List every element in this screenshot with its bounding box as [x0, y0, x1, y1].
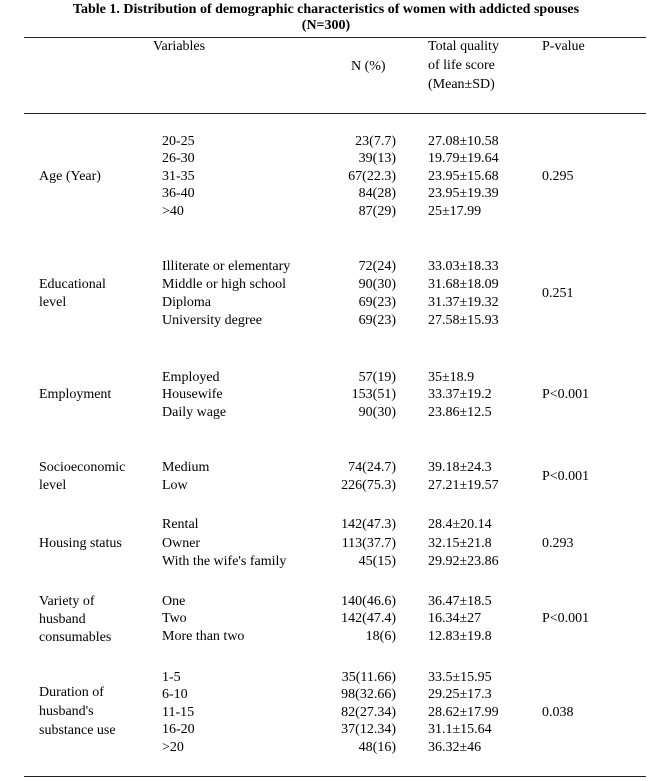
category-cell: Medium: [162, 460, 210, 475]
quality-cell: 19.79±19.64: [428, 151, 499, 166]
category-cell: >40: [162, 204, 184, 219]
quality-cell: 27.08±10.58: [428, 134, 499, 149]
category-cell: Daily wage: [162, 405, 227, 420]
n-cell: 57(19): [358, 370, 396, 385]
category-cell: Rental: [162, 517, 199, 532]
category-cell: One: [162, 594, 186, 609]
quality-cell: 12.83±19.8: [428, 629, 492, 644]
variable-label: Educational: [39, 277, 106, 292]
quality-cell: 28.62±17.99: [428, 705, 499, 720]
header-variables: Variables: [153, 39, 206, 54]
category-cell: 1-5: [162, 670, 181, 685]
category-cell: Owner: [162, 536, 201, 551]
category-cell: 26-30: [162, 151, 195, 166]
n-cell: 69(23): [358, 313, 396, 328]
n-cell: 87(29): [358, 204, 396, 219]
table-title-line1: Table 1. Distribution of demographic characteristics of women with addicted spouses: [72, 2, 580, 17]
variable-label: level: [39, 478, 67, 493]
n-cell: 35(11.66): [341, 670, 396, 685]
category-cell: Diploma: [162, 295, 211, 310]
n-cell: 153(51): [351, 387, 396, 402]
variable-label: substance use: [39, 723, 116, 738]
n-cell: 67(22.3): [348, 169, 396, 184]
n-cell: 140(46.6): [341, 594, 396, 609]
quality-cell: 36.47±18.5: [428, 594, 492, 609]
quality-cell: 23.86±12.5: [428, 405, 492, 420]
category-cell: 20-25: [162, 134, 195, 149]
category-cell: Housewife: [162, 387, 223, 402]
category-cell: >20: [162, 740, 184, 755]
n-cell: 18(6): [365, 629, 396, 644]
n-cell: 84(28): [358, 186, 396, 201]
pvalue-cell: 0.251: [542, 286, 574, 301]
n-cell: 142(47.3): [341, 517, 396, 532]
variable-label: husband: [39, 612, 86, 627]
variable-label: Housing status: [39, 536, 122, 551]
category-cell: Illiterate or elementary: [162, 259, 291, 274]
header-quality-line3: (Mean±SD): [428, 77, 495, 92]
category-cell: 6-10: [162, 687, 188, 702]
category-cell: 11-15: [162, 705, 195, 720]
quality-cell: 16.34±27: [428, 611, 482, 626]
pvalue-cell: P<0.001: [542, 387, 590, 402]
quality-cell: 31.68±18.09: [428, 277, 499, 292]
table-title-line2: (N=300): [301, 18, 351, 33]
pvalue-cell: 0.038: [542, 705, 574, 720]
header-rule: [24, 113, 646, 114]
n-cell: 113(37.7): [341, 536, 396, 551]
n-cell: 90(30): [358, 277, 396, 292]
header-n: N (%): [351, 59, 386, 74]
category-cell: Employed: [162, 370, 220, 385]
n-cell: 90(30): [358, 405, 396, 420]
pvalue-cell: 0.295: [542, 169, 574, 184]
category-cell: 36-40: [162, 186, 195, 201]
variable-label: Duration of: [39, 685, 104, 700]
variable-label: Variety of: [39, 594, 95, 609]
variable-label: Age (Year): [39, 169, 101, 184]
n-cell: 45(15): [358, 554, 396, 569]
pvalue-cell: 0.293: [542, 536, 574, 551]
header-quality-line2: of life score: [428, 58, 495, 73]
n-cell: 37(12.34): [341, 722, 396, 737]
quality-cell: 29.25±17.3: [428, 687, 492, 702]
quality-cell: 33.37±19.2: [428, 387, 492, 402]
variable-label: level: [39, 295, 67, 310]
quality-cell: 36.32±46: [428, 740, 482, 755]
variable-label: Employment: [39, 387, 112, 402]
n-cell: 142(47.4): [341, 611, 396, 626]
quality-cell: 35±18.9: [428, 370, 475, 385]
n-cell: 98(32.66): [341, 687, 396, 702]
n-cell: 82(27.34): [341, 705, 396, 720]
variable-label: consumables: [39, 630, 112, 645]
quality-cell: 33.03±18.33: [428, 259, 499, 274]
quality-cell: 28.4±20.14: [428, 517, 492, 532]
category-cell: With the wife's family: [162, 554, 287, 569]
quality-cell: 32.15±21.8: [428, 536, 492, 551]
quality-cell: 27.21±19.57: [428, 478, 499, 493]
quality-cell: 29.92±23.86: [428, 554, 499, 569]
n-cell: 226(75.3): [341, 478, 396, 493]
variable-label: Socioeconomic: [39, 460, 126, 475]
n-cell: 74(24.7): [348, 460, 396, 475]
category-cell: Two: [162, 611, 187, 626]
bottom-rule: [24, 776, 646, 777]
pvalue-cell: P<0.001: [542, 611, 590, 626]
n-cell: 39(13): [358, 151, 396, 166]
pvalue-cell: P<0.001: [542, 469, 590, 484]
quality-cell: 23.95±19.39: [428, 186, 499, 201]
header-pvalue: P-value: [542, 39, 585, 54]
category-cell: Middle or high school: [162, 277, 287, 292]
n-cell: 72(24): [358, 259, 396, 274]
n-cell: 69(23): [358, 295, 396, 310]
quality-cell: 31.1±15.64: [428, 722, 492, 737]
category-cell: More than two: [162, 629, 245, 644]
category-cell: Low: [162, 478, 188, 493]
category-cell: University degree: [162, 313, 262, 328]
category-cell: 16-20: [162, 722, 195, 737]
n-cell: 23(7.7): [355, 134, 396, 149]
quality-cell: 25±17.99: [428, 204, 482, 219]
quality-cell: 23.95±15.68: [428, 169, 499, 184]
quality-cell: 39.18±24.3: [428, 460, 492, 475]
quality-cell: 31.37±19.32: [428, 295, 499, 310]
quality-cell: 33.5±15.95: [428, 670, 492, 685]
n-cell: 48(16): [358, 740, 396, 755]
variable-label: husband's: [39, 704, 94, 719]
header-quality-line1: Total quality: [428, 39, 499, 54]
quality-cell: 27.58±15.93: [428, 313, 499, 328]
category-cell: 31-35: [162, 169, 195, 184]
